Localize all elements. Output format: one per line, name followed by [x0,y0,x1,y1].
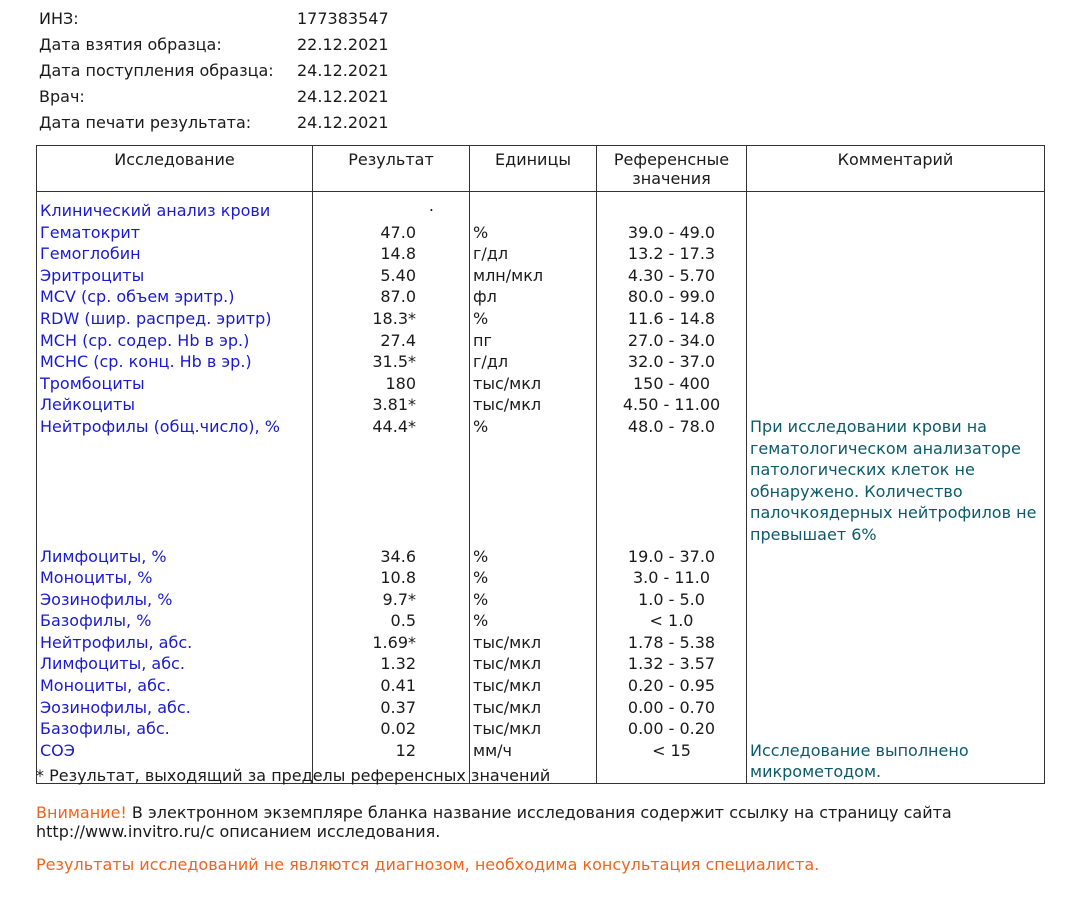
table-row [37,718,1045,740]
test-name[interactable]: Эритроциты [37,265,313,287]
result-value: 47.0 [380,222,416,242]
table-row [37,265,1045,287]
table-header-row [37,146,1045,192]
test-name[interactable]: Тромбоциты [37,373,313,395]
reference-range: 3.0 - 11.0 [597,567,747,589]
test-name[interactable]: Гематокрит [37,222,313,244]
comment-text [747,697,1045,719]
reference-range: 1.32 - 3.57 [597,653,747,675]
info-row-received-date [39,58,389,84]
result-value: 5.40 [380,265,416,285]
info-label: Врач: [39,87,85,106]
comment-text: Исследование выполнено микрометодом. [747,740,1045,784]
results-table [36,145,1045,784]
info-value: 24.12.2021 [297,87,389,106]
attention-text: В электронном экземпляре бланка название исследования содержит ссылку на страницу сайта [126,803,952,822]
table-row [37,697,1045,719]
unit-value: % [470,416,597,546]
result-value: 3.81* [372,395,416,415]
reference-range: 80.0 - 99.0 [597,286,747,308]
unit-value: тыс/мкл [470,373,597,395]
unit-value: млн/мкл [470,265,597,287]
info-value: 24.12.2021 [297,113,389,132]
section-mark: . [428,196,434,215]
reference-range: 1.0 - 5.0 [597,589,747,611]
unit-value: тыс/мкл [470,697,597,719]
result-value: 0.41 [380,676,416,696]
test-name[interactable]: Базофилы, % [37,610,313,632]
unit-value: тыс/мкл [470,394,597,416]
result-value: 180 [385,373,416,393]
test-name[interactable]: MCV (ср. объем эритр.) [37,286,313,308]
disclaimer: Результаты исследований не являются диагнозом, необходима консультация специалиста. [36,855,820,874]
reference-range: < 15 [597,740,747,784]
test-name[interactable]: RDW (шир. распред. эритр) [37,308,313,330]
info-row-print-date [39,110,389,136]
test-name[interactable]: Лимфоциты, абс. [37,653,313,675]
comment-text [747,286,1045,308]
result-value: 10.8 [380,568,416,588]
table-row [37,653,1045,675]
result-value: 0.5 [390,611,416,631]
unit-value: % [470,567,597,589]
reference-range: 19.0 - 37.0 [597,546,747,568]
info-label: ИНЗ: [39,9,79,28]
table-row [37,243,1045,265]
unit-value: % [470,308,597,330]
unit-value: тыс/мкл [470,718,597,740]
attention-block [36,803,952,841]
table-row [37,416,1045,546]
result-value: 1.32 [380,654,416,674]
test-name[interactable]: Эозинофилы, абс. [37,697,313,719]
comment-text [747,308,1045,330]
column-header-reference: Референсные значения [597,146,747,192]
result-value: 14.8 [380,244,416,264]
patient-info [39,6,389,136]
out-of-range-note: * Результат, выходящий за пределы референсных значений [36,766,551,785]
test-name[interactable]: Моноциты, % [37,567,313,589]
test-name[interactable]: Лейкоциты [37,394,313,416]
result-value: 0.37 [380,697,416,717]
reference-range: 0.20 - 0.95 [597,675,747,697]
comment-text [747,718,1045,740]
unit-value: % [470,546,597,568]
reference-range: < 1.0 [597,610,747,632]
test-name[interactable]: Моноциты, абс. [37,675,313,697]
comment-text: При исследовании крови на гематологическом анализаторе патологических клеток не обнаружено. Количество палочкоядерных нейтрофилов не превышает 6% [747,416,1045,546]
table-row [37,330,1045,352]
table-row [37,286,1045,308]
comment-text [747,653,1045,675]
comment-text [747,394,1045,416]
reference-range: 32.0 - 37.0 [597,351,747,373]
comment-text [747,632,1045,654]
test-name[interactable]: Базофилы, абс. [37,718,313,740]
unit-value: тыс/мкл [470,632,597,654]
reference-range: 13.2 - 17.3 [597,243,747,265]
column-header-result: Результат [313,146,470,192]
attention-label: Внимание! [36,803,127,822]
result-value: 12 [395,740,416,760]
info-label: Дата взятия образца: [39,35,222,54]
info-value: 24.12.2021 [297,61,389,80]
result-value: 9.7* [382,589,416,609]
comment-text [747,330,1045,352]
reference-range: 0.00 - 0.70 [597,697,747,719]
column-header-comment: Комментарий [747,146,1045,192]
unit-value: фл [470,286,597,308]
comment-text [747,589,1045,611]
site-link[interactable]: http://www.invitro.ru/с описанием исследования. [36,822,441,841]
result-value: 18.3* [372,308,416,328]
result-value: 27.4 [380,330,416,350]
result-value: 31.5* [372,352,416,372]
reference-range: 4.30 - 5.70 [597,265,747,287]
test-name[interactable]: СОЭ [37,740,313,784]
table-row [37,632,1045,654]
unit-value: мм/ч [470,740,597,784]
test-name[interactable]: Лимфоциты, % [37,546,313,568]
column-header-test: Исследование [37,146,313,192]
table-row [37,546,1045,568]
table-row [37,567,1045,589]
table-row [37,675,1045,697]
result-value: 34.6 [380,546,416,566]
section-title[interactable]: Клинический анализ крови [37,200,313,222]
info-row-doctor [39,84,389,110]
info-value: 22.12.2021 [297,35,389,54]
comment-text [747,265,1045,287]
test-name[interactable]: MCH (ср. содер. Hb в эр.) [37,330,313,352]
info-row-inz [39,6,389,32]
test-name[interactable]: MCHC (ср. конц. Hb в эр.) [37,351,313,373]
spacer-row [37,192,1045,201]
reference-range: 11.6 - 14.8 [597,308,747,330]
column-header-units: Единицы [470,146,597,192]
reference-range: 27.0 - 34.0 [597,330,747,352]
unit-value: тыс/мкл [470,675,597,697]
reference-range: 150 - 400 [597,373,747,395]
comment-text [747,243,1045,265]
table-row [37,222,1045,244]
comment-text [747,222,1045,244]
comment-text [747,351,1045,373]
reference-range: 0.00 - 0.20 [597,718,747,740]
table-row [37,351,1045,373]
unit-value: % [470,222,597,244]
unit-value: пг [470,330,597,352]
reference-range: 48.0 - 78.0 [597,416,747,546]
info-label: Дата печати результата: [39,113,252,132]
unit-value: % [470,610,597,632]
info-value: 177383547 [297,9,389,28]
comment-text [747,610,1045,632]
unit-value: тыс/мкл [470,653,597,675]
reference-range: 1.78 - 5.38 [597,632,747,654]
test-name[interactable]: Эозинофилы, % [37,589,313,611]
result-value: 87.0 [380,287,416,307]
test-name[interactable]: Гемоглобин [37,243,313,265]
table-row [37,589,1045,611]
table-row [37,394,1045,416]
unit-value: г/дл [470,351,597,373]
table-row [37,610,1045,632]
section-row [37,200,1045,222]
reference-range: 4.50 - 11.00 [597,394,747,416]
comment-text [747,567,1045,589]
info-row-sample-date [39,32,389,58]
test-name[interactable]: Нейтрофилы, абс. [37,632,313,654]
result-value: 44.4* [372,416,416,436]
unit-value: г/дл [470,243,597,265]
result-value: 1.69* [372,632,416,652]
comment-text [747,546,1045,568]
comment-text [747,373,1045,395]
unit-value: % [470,589,597,611]
comment-text [747,675,1045,697]
reference-range: 39.0 - 49.0 [597,222,747,244]
table-row [37,373,1045,395]
result-value: 0.02 [380,719,416,739]
test-name[interactable]: Нейтрофилы (общ.число), % [37,416,313,546]
info-label: Дата поступления образца: [39,61,274,80]
table-row [37,308,1045,330]
